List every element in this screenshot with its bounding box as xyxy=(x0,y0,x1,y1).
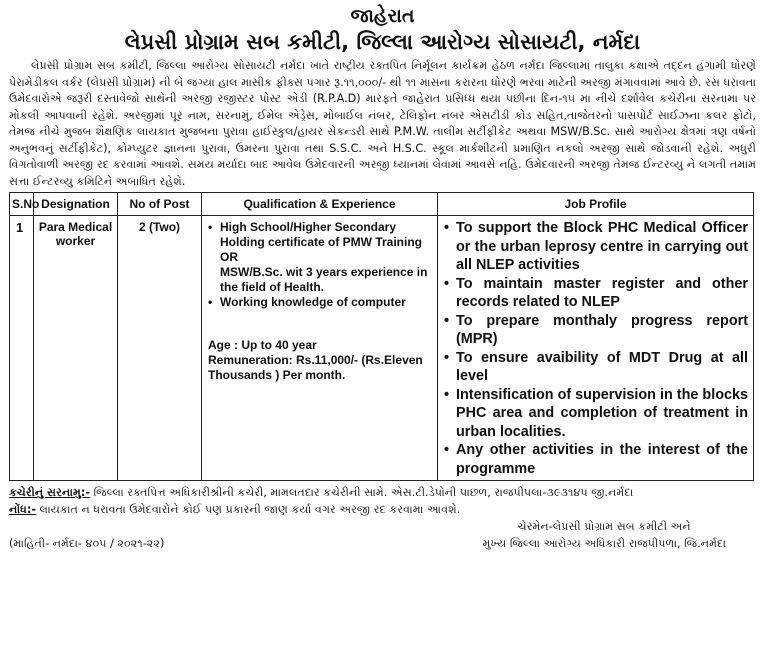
bullet-icon: • xyxy=(208,220,213,234)
remuneration: Remuneration: Rs.11,000/- (Rs.Eleven Thousands ) Per month. xyxy=(208,353,423,382)
cell-posts: 2 (Two) xyxy=(118,216,202,481)
signature-block xyxy=(9,518,756,552)
committee-name: લેપ્રસી પ્રોગ્રામ સબ કમીટી, જિલ્લા આરોગ્ય સોસાયટી, નર્મદા xyxy=(124,30,641,54)
cell-sno: 1 xyxy=(10,216,34,481)
bullet-icon: • xyxy=(444,349,450,366)
list-item: • Intensification of supervision in the blocks PHC area and completion of treatment in urban localities. xyxy=(444,386,748,440)
qualification-alternative: MSW/B.Sc. wit 3 years experience in the field of Health. xyxy=(220,265,428,294)
list-item: • To prepare monthaly progress report (MPR) xyxy=(444,312,748,347)
signatory xyxy=(482,518,756,552)
qualification-item xyxy=(208,220,431,250)
header-job-profile: Job Profile xyxy=(438,193,754,216)
table-header-row xyxy=(10,193,754,216)
note xyxy=(9,501,756,518)
bullet-icon: • xyxy=(208,295,213,309)
age-limit: Age : Up to 40 year xyxy=(208,338,317,352)
qualification-or: OR xyxy=(220,250,238,264)
qualification-computer: Working knowledge of computer xyxy=(220,295,406,309)
advertisement xyxy=(9,4,756,656)
list-item: • To support the Block PHC Medical Officer or the urban leprosy centre in carrying out all NLEP activities xyxy=(444,220,748,273)
list-item: • Any other activities in the interest of the programme xyxy=(444,442,748,477)
address-text: જિલ્લા રક્તપિત્ત અધિકારીશ્રીની કચેરી, મામલતદાર કચેરીની સામે. એસ.ટી.ડેપોની પાછળ, રાજપીપલા-૩૯૩૧૪૫ જી.નર્મદા xyxy=(93,486,634,499)
header-designation: Designation xyxy=(34,193,118,216)
bullet-icon: • xyxy=(444,386,450,403)
bullet-icon: • xyxy=(444,275,450,292)
list-item: • To maintain master register and other records related to NLEP xyxy=(444,275,748,310)
cell-designation: Para Medical worker xyxy=(34,216,118,481)
bullet-icon: • xyxy=(444,442,450,458)
posts-table xyxy=(9,192,754,481)
bullet-icon: • xyxy=(444,312,450,329)
header-sno: S.No xyxy=(10,193,34,216)
header-posts: No of Post xyxy=(118,193,202,216)
note-label: નોંધ:- xyxy=(9,503,36,516)
advertisement-title: જાહેરાત xyxy=(350,5,415,27)
bullet-icon: • xyxy=(444,220,450,236)
office-address xyxy=(9,484,756,501)
address-label: કચેરીનું સરનામુ:- xyxy=(9,486,90,499)
header-qualification: Qualification & Experience xyxy=(202,193,438,216)
cell-job-profile xyxy=(438,216,754,481)
reference-number: (માહિતી- નર્મદા- ૪૦૫ / ૨૦૨૧-૨૨) xyxy=(9,537,165,550)
signatory-line-2: મુખ્ય જિલ્લા આરોગ્ય અધિકારી રાજપીપળા, જિ.નર્મદા xyxy=(482,537,726,550)
intro-paragraph: લેપ્રસી પ્રોગ્રામ સબ કમીટી, જિલ્લા આરોગ્ય સોસાયટી નર્મદા ખાતે રાષ્ટ્રીય રક્તપિત નિર્મૂલન કાર્યક્રમ હેઠળ નર્મદા જિલ્લામાં તાલુકા કક્ષાએ તદ્દન હંગામી ધોરણે પેરામેડીકલ વર્કર (લેપ્રસી પ્રોગ્રામ) ની બે જગ્યા હાલ માસીક ફીક્સ પગાર રૂ.૧૧,૦૦૦/- થી ૧૧ માસના કરારના ધોરણે ભરવા માટેની અરજી મંગાવવામાં આવે છે. રસ ધરાવતા ઉમેદવારોએ જરૂરી દસ્તાવેજો સાથેની અરજી રજીસ્ટર પોસ્ટ એડી (R.P.A.D) મારફતે જાહેરાત પ્રસિધ્ધ થયા પછીના દિન-૧૫ મા નીચે દર્શાવેલ કચેરીના સરનામા પર મોકલી આપવાની રહેશે. અરજીમાં પૂર નામ, સરનામું, ઈમેલ એડ્રેસ, મોબાઈલ નંબર, ટેલિફોન નંબર એસટીડી કોડ સહિત,તાજેતરનો પાસપોર્ટ સાઈઝના કલર ફોટો, તેમજ નીચે મુજબ શૈક્ષણિક લાયકાત મુજબના પુરાવા હાઈસ્કુલ/હાયર સેકન્ડરી સાથે P.M.W. તાલીમ સર્ટીફીકેટ અથવા MSW/B.Sc. સાથે આરોગ્ય ક્ષેત્રમાં ત્રણ વર્ષનો અનુભવનું સર્ટીફીકેટ), કોમ્પ્યુટર જ્ઞાનના પુરાવા, ઉંમરના પુરાવા તથા S.S.C. અને H.S.C. સ્કૂલ માર્કશીટની પ્રમાણિત નકલો અરજી સાથે જોડવાની રહેશે. અધુરી વિગતોવાળી અરજી રદ કરવામાં આવશે. સમય મર્યાદા બાદ આવેલ ઉમેદવારની અરજી ધ્યાનમાં લેવામાં આવસે નહિ. ઉમેદવારની અરજી તેમજ ઈન્ટરવ્યુ ને લગતી તમામ સત્તા ઈન્ટરવ્યુ કમિટિને અબાધિત રહેશે. xyxy=(9,59,756,188)
list-item: • To ensure avaibility of MDT Drug at all level xyxy=(444,349,748,384)
qualification-primary: High School/Higher Secondary Holding certificate of PMW Training xyxy=(220,220,423,249)
qualification-item xyxy=(208,295,431,310)
cell-qualification xyxy=(202,216,438,481)
table-row xyxy=(10,216,754,481)
signatory-line-1: ચેરમેન-લેપ્રસી પ્રોગ્રામ સબ કમીટી અને xyxy=(517,520,691,533)
note-text: લાયકાત ન ધરાવતા ઉમેદવારોને કોઈ પણ પ્રકારની જાણ કર્યા વગર અરજી રદ કરવામા આવશે. xyxy=(39,503,461,516)
